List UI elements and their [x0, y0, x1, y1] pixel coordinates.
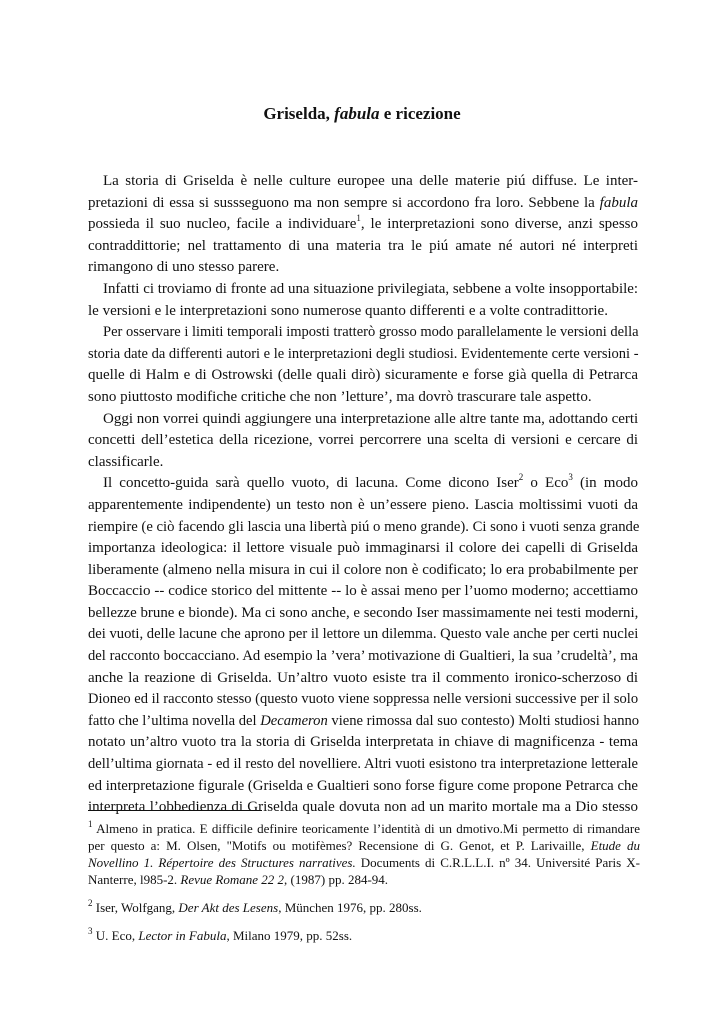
text-line: [88, 365, 638, 387]
text-line: [88, 517, 638, 539]
text-line: [88, 560, 638, 582]
text-segment: U. Eco,: [92, 928, 139, 943]
italic-text: Der Akt des Lesens: [178, 900, 279, 915]
text-line: [88, 171, 638, 193]
footnote-line: [88, 820, 640, 837]
footnote-ref: 3: [88, 925, 93, 936]
text-line: [88, 193, 638, 215]
text-segment: bellezze brune e bionde). Ma ci sono anche, e secondo Iser massimamente nei testi moderni,: [88, 604, 639, 621]
text-line: [88, 236, 638, 258]
text-line: [88, 473, 638, 495]
text-line: [88, 214, 638, 236]
footnotes: [88, 820, 640, 955]
footnote-ref: 2: [518, 472, 524, 483]
text-segment: fatto che l’ultima novella del: [88, 712, 261, 729]
text-segment: anche la reazione di Griselda. Un’altro vuoto esiste tra il commento ironico-scherzoso di: [88, 669, 638, 686]
text-line: [88, 732, 638, 754]
body-text: [88, 171, 638, 819]
footnote-ref: 1: [356, 213, 361, 224]
text-segment: importanza ideologica: il lettore visuale può immaginarsi il colore dei capelli di Griselda: [88, 540, 638, 557]
text-segment: Nanterre, l985-2.: [88, 872, 181, 887]
italic-text: Revue Romane 22 2: [180, 872, 285, 887]
text-line: [88, 452, 638, 474]
page-title: [0, 104, 724, 124]
text-segment: viene rimossa dal suo contesto) Molti studiosi hanno: [327, 712, 640, 729]
italic-text: Novellino 1. Répertoire des Structures narratives.: [88, 855, 356, 870]
text-segment: rimangono di uno stesso parere.: [88, 259, 280, 276]
text-segment: dell’ultima giornata - ed il resto del novelliere. Altri vuoti esistono tra interpretazione letterale: [88, 756, 638, 773]
text-line: [88, 430, 638, 452]
text-segment: apparentemente indipendente) un testo non è un’essere pieno. Lascia moltissimi vuoti da: [88, 496, 638, 513]
text-segment: , (1987) pp. 284-94.: [284, 872, 389, 887]
text-segment: sono piuttosto modifiche critiche che non ’letture’, ma dovrò trascurare tale aspetto.: [88, 388, 592, 405]
italic-text: Etude du: [590, 838, 641, 853]
text-line: [88, 776, 638, 798]
text-segment: classificarle.: [88, 453, 164, 470]
text-segment: contraddittorie; nel trattamento di una materia tra le piú amate né autori né interpreti: [88, 237, 638, 254]
text-line: [88, 689, 638, 711]
text-segment: storia date da differenti autori e le interpretazioni degli studiosi. Evidentemente certe versioni -: [88, 345, 639, 362]
text-segment: Oggi non vorrei quindi aggiungere una interpretazione alle altre tante ma, adottando certi: [103, 410, 639, 427]
text-line: [88, 301, 638, 323]
text-segment: pretazioni di essa si sussseguono ma non sempre si accordono fra loro. Sebbene la: [88, 194, 600, 211]
text-segment: ed interpretazione figurale (Griselda e Gualtieri sono forse figure come propone Petrarca che: [88, 777, 638, 794]
text-line: [88, 495, 638, 517]
text-segment: , München 1976, pp. 280ss.: [278, 900, 422, 915]
text-segment: notato un’altro vuoto tra la storia di Griselda interpretata in chiave di magnificenza - tema: [88, 734, 638, 751]
text-line: [88, 257, 638, 279]
text-segment: Documents di C.R.L.L.I. nº 34. Université Paris X-: [355, 855, 641, 870]
text-segment: quelle di Halm e di Ostrowski (delle quali dirò) sicuramente e forse già quella di Petrarca: [88, 367, 638, 384]
text-line: [88, 344, 638, 366]
text-segment: riempire (e ciò facendo gli lascia una libertà piú o meno grande). Ci sono i vuoti senza grande: [88, 518, 640, 535]
text-segment: concetti dell’estetica della ricezione, vorrei percorrere una scelta di versioni e cercare di: [88, 432, 638, 449]
text-segment: dei vuoti, delle lacune che aprono per il lettore un dilemma. Questo vale anche per certi nuclei: [88, 626, 639, 643]
text-line: [88, 538, 638, 560]
text-line: [88, 581, 638, 603]
footnote-ref: 2: [88, 897, 93, 908]
footnote-line: [88, 899, 640, 916]
text-line: [88, 624, 638, 646]
text-segment: Il concetto-guida sarà quello vuoto, di lacuna. Come dicono Iser: [103, 475, 519, 492]
text-segment: per questo a: M. Olsen, "Motifs ou motifèmes? Recensione di G. Genot, et P. Larivaille,: [88, 838, 591, 853]
italic-text: fabula: [599, 194, 638, 211]
footnote: [88, 820, 640, 888]
text-line: [88, 409, 638, 431]
text-segment: Almeno in pratica. E difficile definire teoricamente l’identità di un dmotivo.Mi permetto di rimandare: [92, 821, 640, 836]
footnote-line: [88, 854, 640, 871]
title-italic: fabula: [334, 104, 380, 123]
text-line: [88, 279, 638, 301]
text-line: [88, 322, 638, 344]
footnote-line: [88, 837, 640, 854]
title-suffix: e ricezione: [379, 104, 461, 123]
text-segment: , Milano 1979, pp. 52ss.: [226, 928, 353, 943]
text-segment: Dioneo ed il racconto stesso (questo vuoto viene soppressa nelle versioni successive per il solo: [88, 691, 639, 708]
text-line: [88, 668, 638, 690]
title-prefix: Griselda,: [263, 104, 335, 123]
footnote-line: [88, 927, 640, 944]
text-line: [88, 797, 638, 819]
text-segment: possieda il suo nucleo, facile a individuare: [88, 216, 357, 233]
italic-text: Decameron: [260, 712, 328, 729]
text-segment: interpreta l’obbedienza di Griselda quale dovuta non ad un marito mortale ma a Dio stesso: [88, 799, 638, 816]
text-segment: Boccaccio -- codice storico del mittente -- lo è assai meno per l’uomo moderno; accettiamo: [88, 583, 638, 600]
text-segment: o Eco: [523, 475, 569, 492]
text-line: [88, 646, 638, 668]
footnote-ref: 1: [88, 818, 93, 829]
text-line: [88, 387, 638, 409]
footnote-line: [88, 871, 640, 888]
text-segment: le versioni e le interpretazioni sono numerose quanto differenti e a volte contradittorie.: [88, 302, 608, 319]
italic-text: Lector in Fabula: [138, 928, 227, 943]
text-line: [88, 711, 638, 733]
text-line: [88, 754, 638, 776]
text-segment: (in modo: [572, 475, 638, 492]
text-segment: Iser, Wolfgang,: [92, 900, 179, 915]
text-segment: La storia di Griselda è nelle culture europee una delle materie piú diffuse. Le inter-: [103, 173, 638, 189]
footnote: [88, 927, 640, 944]
text-segment: Infatti ci troviamo di fronte ad una situazione privilegiata, sebbene a volte insopportabile:: [103, 280, 638, 297]
footnote-ref: 3: [568, 472, 573, 483]
text-segment: Per osservare i limiti temporali imposti tratterò grosso modo parallelamente le versioni della: [103, 324, 639, 341]
text-segment: del racconto boccacciano. Ad esempio la ’vera’ motivazione di Gualtieri, la sua ’crudeltà’, ma: [88, 648, 638, 665]
footnote-separator: [88, 810, 262, 811]
text-segment: , le interpretazioni sono diverse, anzi spesso: [360, 216, 638, 233]
footnote: [88, 899, 640, 916]
text-line: [88, 603, 638, 625]
text-segment: liberamente (almeno nella misura in cui il colore non è codificato; lo era probabilmente per: [88, 561, 638, 578]
